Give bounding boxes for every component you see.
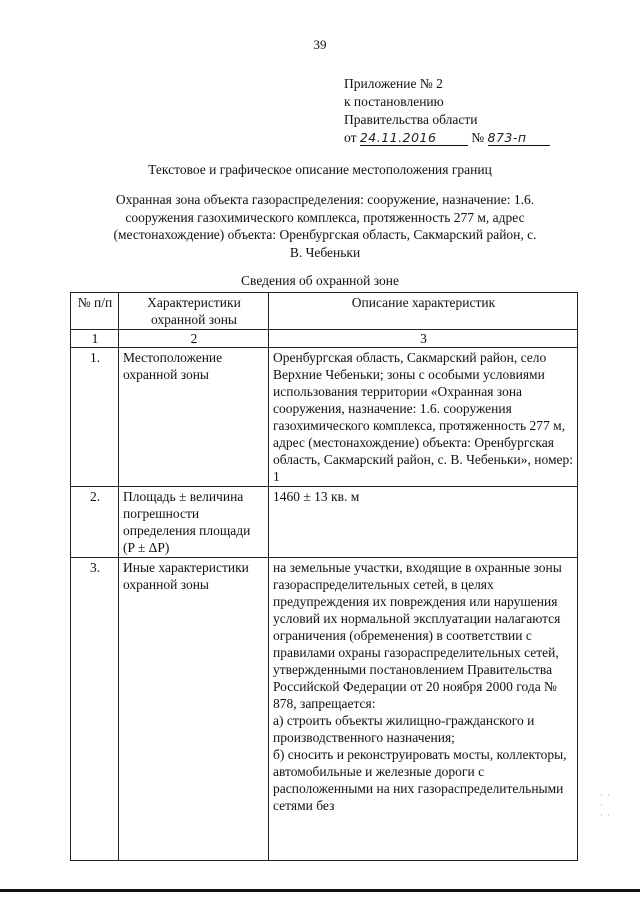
from-label: от bbox=[344, 130, 357, 145]
row-characteristic: Иные характеристики охранной зоны bbox=[119, 558, 269, 861]
table-index-row bbox=[71, 330, 578, 348]
date-underline bbox=[360, 130, 468, 146]
table-header-row bbox=[71, 293, 578, 330]
row-description-intro: на земельные участки, входящие в охранные зоны газораспределительных сетей, в целях предупреждения их повреждения или нарушения условий их нормальной эксплуатации налагаются ограничения (обременения) в соответствии с правилами охраны газораспределительных сетей, утвержденными постановлением Правительства Российской Федерации от 20 ноября 2000 года № 878, запрещается: bbox=[273, 560, 562, 711]
index-cell: 1 bbox=[71, 330, 119, 348]
zone-info-table bbox=[70, 292, 578, 861]
row-description-item-b: б) сносить и реконструировать мосты, коллекторы, автомобильные и железные дороги с расположенными на них газораспределительными сетями без bbox=[273, 747, 567, 813]
row-characteristic: Площадь ± величина погрешности определения площади (P ± ΔP) bbox=[119, 487, 269, 558]
handwritten-date: 24.11.2016 bbox=[359, 130, 437, 145]
page-number: 39 bbox=[313, 37, 327, 52]
appendix-line-2: к постановлению bbox=[344, 94, 444, 109]
scan-margin-mark: · · · · · bbox=[600, 790, 612, 820]
table-row bbox=[71, 487, 578, 558]
row-description-cell bbox=[269, 558, 578, 861]
handwritten-number: 873-п bbox=[487, 130, 527, 145]
row-number: 3. bbox=[71, 558, 119, 861]
index-cell: 2 bbox=[119, 330, 269, 348]
header-number: № п/п bbox=[71, 293, 119, 330]
appendix-line-1: Приложение № 2 bbox=[344, 76, 443, 91]
row-number: 2. bbox=[71, 487, 119, 558]
table-row bbox=[71, 348, 578, 487]
row-description: Оренбургская область, Сакмарский район, село Верхние Чебеньки; зоны с особыми условиями использования территории «Охранная зона сооружения, назначение: 1.6. сооружения газохимического комплекса, протяженность 277 м, адрес (местонахождение) объекта: Оренбургская область, Сакмарский район, с. В. Чебеньки», номер: 1 bbox=[269, 348, 578, 487]
row-description: 1460 ± 13 кв. м bbox=[269, 487, 578, 558]
appendix-date-line bbox=[344, 129, 550, 147]
index-cell: 3 bbox=[269, 330, 578, 348]
number-label: № bbox=[471, 130, 485, 145]
table-caption: Сведения об охранной зоне bbox=[241, 273, 399, 288]
header-characteristics: Характеристики охранной зоны bbox=[119, 293, 269, 330]
page-bottom-rule bbox=[0, 889, 640, 892]
table-row bbox=[71, 558, 578, 861]
number-underline bbox=[488, 130, 550, 146]
header-description: Описание характеристик bbox=[269, 293, 578, 330]
row-characteristic: Местоположение охранной зоны bbox=[119, 348, 269, 487]
document-title: Текстовое и графическое описание местоположения границ bbox=[148, 162, 492, 177]
object-description: Охранная зона объекта газораспределения: сооружение, назначение: 1.6. сооружения газохимического комплекса, протяженность 277 м, адрес (местонахождение) объекта: Оренбургская область, Сакмарский район, с. В. Чебеньки bbox=[113, 192, 537, 260]
appendix-header bbox=[344, 75, 550, 147]
row-number: 1. bbox=[71, 348, 119, 487]
row-description-item-a: а) строить объекты жилищно-гражданского и производственного назначения; bbox=[273, 713, 535, 745]
appendix-line-3: Правительства области bbox=[344, 112, 478, 127]
